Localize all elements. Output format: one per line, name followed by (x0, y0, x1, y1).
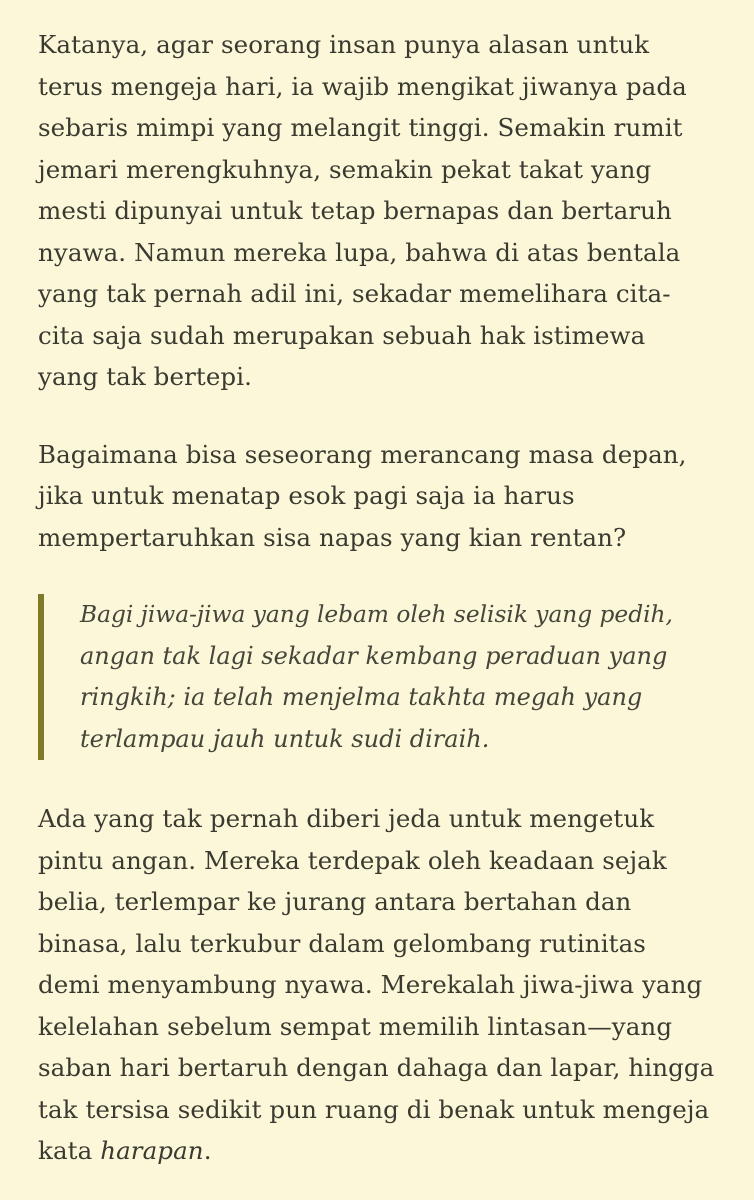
text-line: mesti dipunyai untuk tetap bernapas dan bertaruh (38, 196, 672, 225)
text-line: Ada yang tak pernah diberi jeda untuk mengetuk (38, 804, 655, 833)
text-line: mempertaruhkan sisa napas yang kian rentan? (38, 522, 627, 552)
emphasis-harapan: harapan (100, 1136, 204, 1165)
text-line: demi menyambung nyawa. Merekalah jiwa-jiwa yang (38, 970, 703, 999)
quote-line: terlampau jauh untuk sudi diraih. (80, 724, 490, 753)
text-line: Katanya, agar seorang insan punya alasan untuk (38, 30, 650, 59)
text-line: binasa, lalu terkubur dalam gelombang rutinitas (38, 928, 646, 958)
text-line: jika untuk menatap esok pagi saja ia harus (38, 481, 575, 510)
text-line-last (38, 1130, 716, 1172)
text-line: kelelahan sebelum sempat memilih lintasan—yang (38, 1011, 673, 1041)
pull-quote (38, 594, 676, 760)
text-fragment: kata (38, 1136, 101, 1165)
text-line: belia, terlempar ke jurang antara bertahan dan (38, 887, 632, 916)
text-line: nyawa. Namun mereka lupa, bahwa di atas bentala (38, 237, 681, 267)
text-line: yang tak bertepi. (38, 362, 253, 391)
text-line: tak tersisa sedikit pun ruang di benak untuk mengeja (38, 1094, 710, 1124)
text-line: cita saja sudah merupakan sebuah hak istimewa (38, 320, 646, 350)
text-line: terus mengeja hari, ia wajib mengikat jiwanya pada (38, 71, 687, 101)
text-line: Bagaimana bisa seseorang merancang masa depan, (38, 439, 687, 469)
text-line: yang tak pernah adil ini, sekadar memelihara cita- (38, 279, 671, 308)
paragraph-3 (38, 798, 716, 1172)
text-line: sebaris mimpi yang melangit tinggi. Semakin rumit (38, 113, 683, 142)
text-fragment: . (203, 1136, 212, 1165)
quote-line: angan tak lagi sekadar kembang peraduan yang (80, 641, 668, 670)
paragraph-1 (38, 0, 716, 398)
text-line: saban hari bertaruh dengan dahaga dan lapar, hingga (38, 1053, 715, 1082)
paragraph-2 (38, 434, 716, 559)
quote-line: ringkih; ia telah menjelma takhta megah yang (80, 683, 643, 711)
text-line: pintu angan. Mereka terdepak oleh keadaan sejak (38, 845, 667, 875)
text-line: jemari merengkuhnya, semakin pekat takat yang (38, 154, 652, 184)
quote-line: Bagi jiwa-jiwa yang lebam oleh selisik yang pedih, (80, 601, 673, 628)
